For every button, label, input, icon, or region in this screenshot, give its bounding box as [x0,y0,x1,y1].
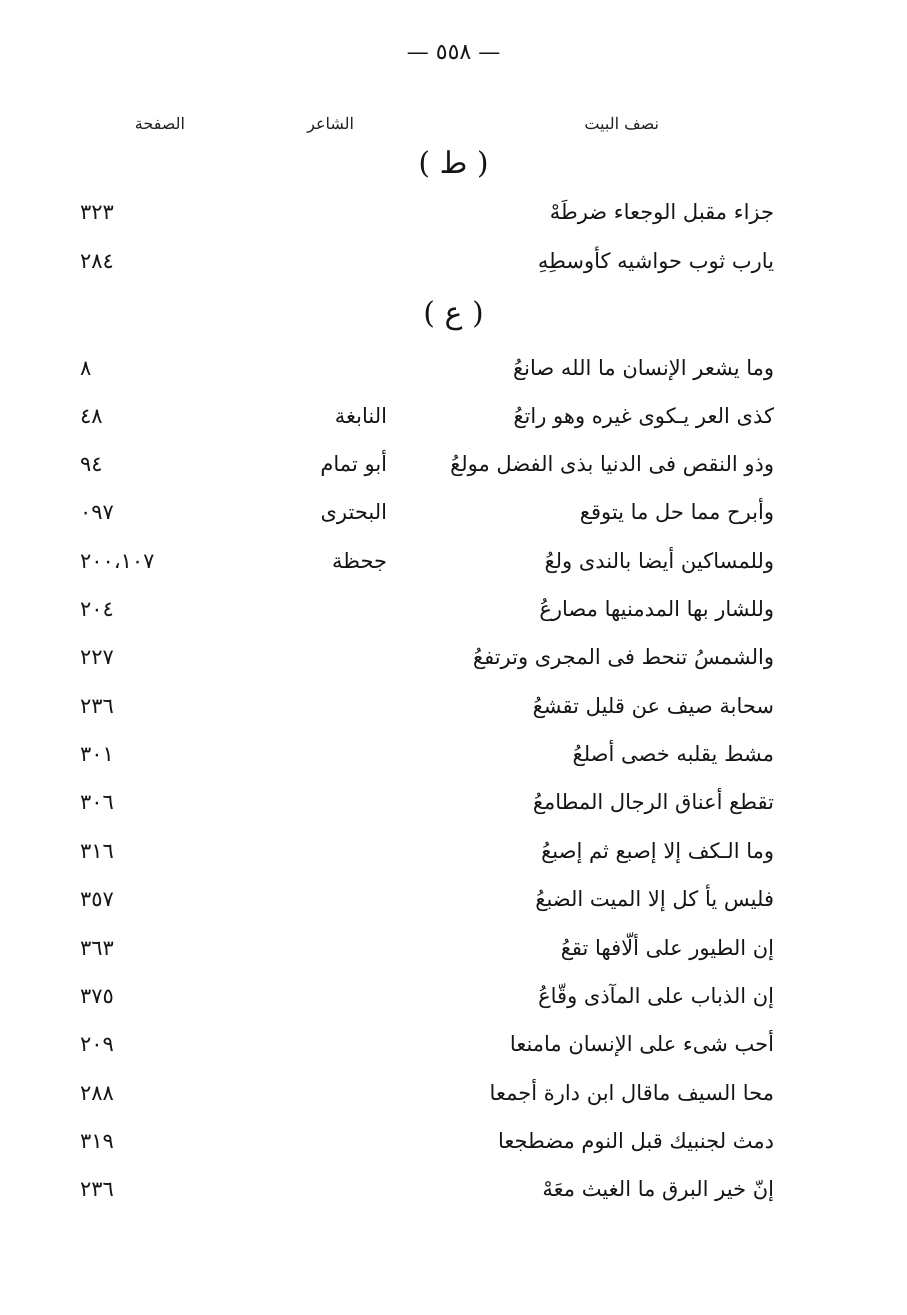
verse-text: كذى العر يـكوى غيره وهو راتعُ [513,404,774,428]
section-heading-ayn: ( ع ) [423,296,484,331]
verse-text: وما الـكف إلا إصبع ثم إصبعُ [541,839,774,863]
index-row [0,645,907,685]
verse-text: وأبرح مما حل ما يتوقع [579,500,774,524]
index-row [0,356,907,396]
page-ref: ٢٨٨ [80,1081,114,1105]
index-row [0,1081,907,1121]
index-row [0,887,907,927]
verse-text: وللمساكين أيضا بالندى ولعُ [544,549,774,573]
column-header-page: الصفحة [134,114,185,133]
index-row [0,452,907,492]
verse-text: وللشار بها المدمنيها مصارعُ [539,597,774,621]
verse-text: والشمسُ تنحط فى المجرى وترتفعُ [472,645,774,669]
verse-text: إنّ خير البرق ما الغيث معَهْ [542,1177,774,1201]
index-row [0,404,907,444]
page-ref: ٢٣٦ [80,1177,114,1201]
page-ref: ٣٧٥ [80,984,114,1008]
verse-text: مشط يقلبه خصى أصلعُ [572,742,774,766]
verse-text: يارب ثوب حواشيه كأوسطِهِ [537,249,774,273]
page-ref: ٢٠٩ [80,1032,114,1056]
poet-name: جحظة [331,549,387,573]
verse-text: أحب شىء على الإنسان مامنعا [509,1032,774,1056]
index-row [0,549,907,589]
index-row [0,790,907,830]
page-ref: ٢٨٤ [80,249,114,273]
verse-text: وذو النقص فى الدنيا بذى الفضل مولعُ [450,452,774,476]
index-row [0,936,907,976]
index-row [0,597,907,637]
poet-name: أبو تمام [320,452,387,476]
index-row [0,839,907,879]
index-row [0,1032,907,1072]
verse-text: جزاء مقبل الوجعاء ضرطَهْ [549,200,774,224]
page-ref: ٩٤ [80,452,103,476]
page-ref: ٢٠٠،١٠٧ [80,549,155,573]
index-row [0,742,907,782]
column-header-poet: الشاعر [307,114,354,133]
verse-text: محا السيف ماقال ابن دارة أجمعا [489,1081,774,1105]
index-row [0,249,907,289]
page-ref: ٣٦٣ [80,936,114,960]
page-ref: ٨ [80,356,92,380]
page-ref: ٢٣٦ [80,694,114,718]
page-ref: ٣٥٧ [80,887,114,911]
verse-text: دمث لجنبيك قبل النوم مضطجعا [497,1129,774,1153]
section-heading-ta: ( ط ) [418,146,489,181]
page-ref: ٣٢٣ [80,200,114,224]
page-ref: ٢٠٤ [80,597,114,621]
page-ref: ٣٠١ [80,742,114,766]
poet-name: البحترى [320,500,387,524]
page-ref: ٠٩٧ [80,500,114,524]
index-row [0,1177,907,1217]
verse-text: فليس يأ كل إلا الميت الضبعُ [535,887,774,911]
verse-text: تقطع أعناق الرجال المطامعُ [532,790,774,814]
page-ref: ٣١٩ [80,1129,114,1153]
page-ref: ٣١٦ [80,839,114,863]
index-row [0,500,907,540]
page-ref: ٢٢٧ [80,645,114,669]
poet-name: النابغة [334,404,387,428]
verse-text: وما يشعر الإنسان ما الله صانعُ [512,356,774,380]
index-row [0,200,907,240]
verse-text: إن الطيور على ألّافها تقعُ [560,936,774,960]
index-row [0,694,907,734]
column-header-verse: نصف البيت [584,114,659,133]
index-row [0,1129,907,1169]
verse-text: إن الذباب على المآذى وقّاعُ [538,984,774,1008]
page-ref: ٣٠٦ [80,790,114,814]
verse-text: سحابة صيف عن قليل تقشعُ [532,694,774,718]
index-row [0,984,907,1024]
page-ref: ٤٨ [80,404,103,428]
page-number: — ٥٥٨ — [406,40,501,65]
